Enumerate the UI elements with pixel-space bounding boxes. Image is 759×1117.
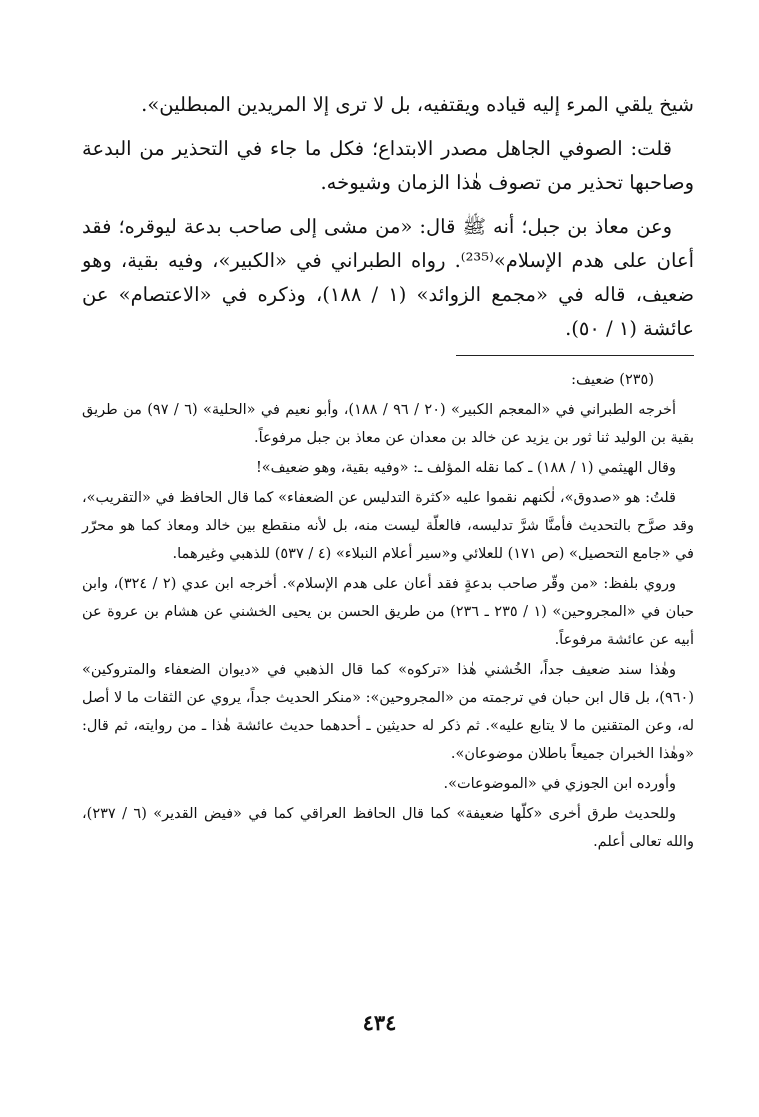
footnote-paragraph: أخرجه الطبراني في «المعجم الكبير» (٢٠ / ٩٦ / ١٨٨)، وأبو نعيم في «الحلية» (٦ / ٩٧) من طريق بقية بن الوليد ثنا ثور بن يزيد عن خالد بن معدان عن معاذ بن جبل مرفوعاً. xyxy=(82,402,694,446)
main-text xyxy=(82,88,694,346)
page-number: ٤٣٤ xyxy=(362,1010,397,1035)
main-paragraph: قلت: الصوفي الجاهل مصدر الابتداع؛ فكل ما جاء في التحذير من البدعة وصاحبها تحذير من تصوف هٰذا الزمان وشيوخه. xyxy=(82,137,694,194)
footnote-heading: (٢٣٥) ضعيف: xyxy=(571,372,654,388)
footnote-paragraph: وقال الهيثمي (١ / ١٨٨) ـ كما نقله المؤلف ـ: «وفيه بقية، وهو ضعيف»! xyxy=(255,460,676,476)
footnotes xyxy=(82,366,694,856)
book-page xyxy=(82,88,694,1088)
footnote-separator xyxy=(456,355,694,356)
footnote-paragraph: وروي بلفظ: «من وقّر صاحب بدعةٍ فقد أعان على هدم الإسلام». أخرجه ابن عدي (٢ / ٣٢٤)، وابن حبان في «المجروحين» (١ / ٢٣٥ ـ ٢٣٦) من طريق الحسن بن يحيى الخشني عن هشام بن عروة عن أبيه عن عائشة مرفوعاً. xyxy=(82,576,695,648)
footnote-paragraph: وللحديث طرق أخرى «كلّها ضعيفة» كما قال الحافظ العراقي كما في «فيض القدير» (٦ / ٢٣٧)، والله تعالى أعلم. xyxy=(82,806,694,850)
main-paragraph: شيخ يلقي المرء إليه قياده ويقتفيه، بل لا ترى إلا المريدين المبطلين». xyxy=(141,93,694,116)
footnote-paragraph: قلتُ: هو «صدوق»، لٰكنهم نقموا عليه «كثرة التدليس عن الضعفاء» كما قال الحافظ في «التقريب»، وقد صرَّح بالتحديث فأمنَّا شرَّ تدليسه، فالعلّة ليست منه، بل لأنه منقطع بين خالد ومعاذ كما هو محرّر في «جامع التحصيل» (ص ١٧١) للعلائي و«سير أعلام النبلاء» (٤ / ٥٣٧) للذهبي وغيرهما. xyxy=(82,490,694,562)
footnote-paragraph: وهٰذا سند ضعيف جداً، الخُشني هٰذا «تركوه» كما قال الذهبي في «ديوان الضعفاء والمتروكين» (٩٦٠)، بل قال ابن حبان في ترجمته من «المجروحين»: «منكر الحديث جداً، يروي عن الثقات ما لا أصل له، وعن المتقنين ما لا يتابع عليه». ثم ذكر له حديثين ـ أحدهما حديث عائشة هٰذا ـ من روايته، ثم قال: «وهٰذا الخبران جميعاً باطلان موضوعان». xyxy=(82,662,694,762)
main-paragraph: وعن معاذ بن جبل؛ أنه ﷺ قال: «من مشى إلى صاحب بدعة ليوقره؛ فقد أعان على هدم الإسلام»⁽²³⁵⁾. رواه الطبراني في «الكبير»، وفيه بقية، وهو ضعيف، قاله في «مجمع الزوائد» (١ / ١٨٨)، وذكره في «الاعتصام» عن عائشة (١ / ٥٠). xyxy=(82,215,695,340)
footnote-paragraph: وأورده ابن الجوزي في «الموضوعات». xyxy=(443,776,676,792)
